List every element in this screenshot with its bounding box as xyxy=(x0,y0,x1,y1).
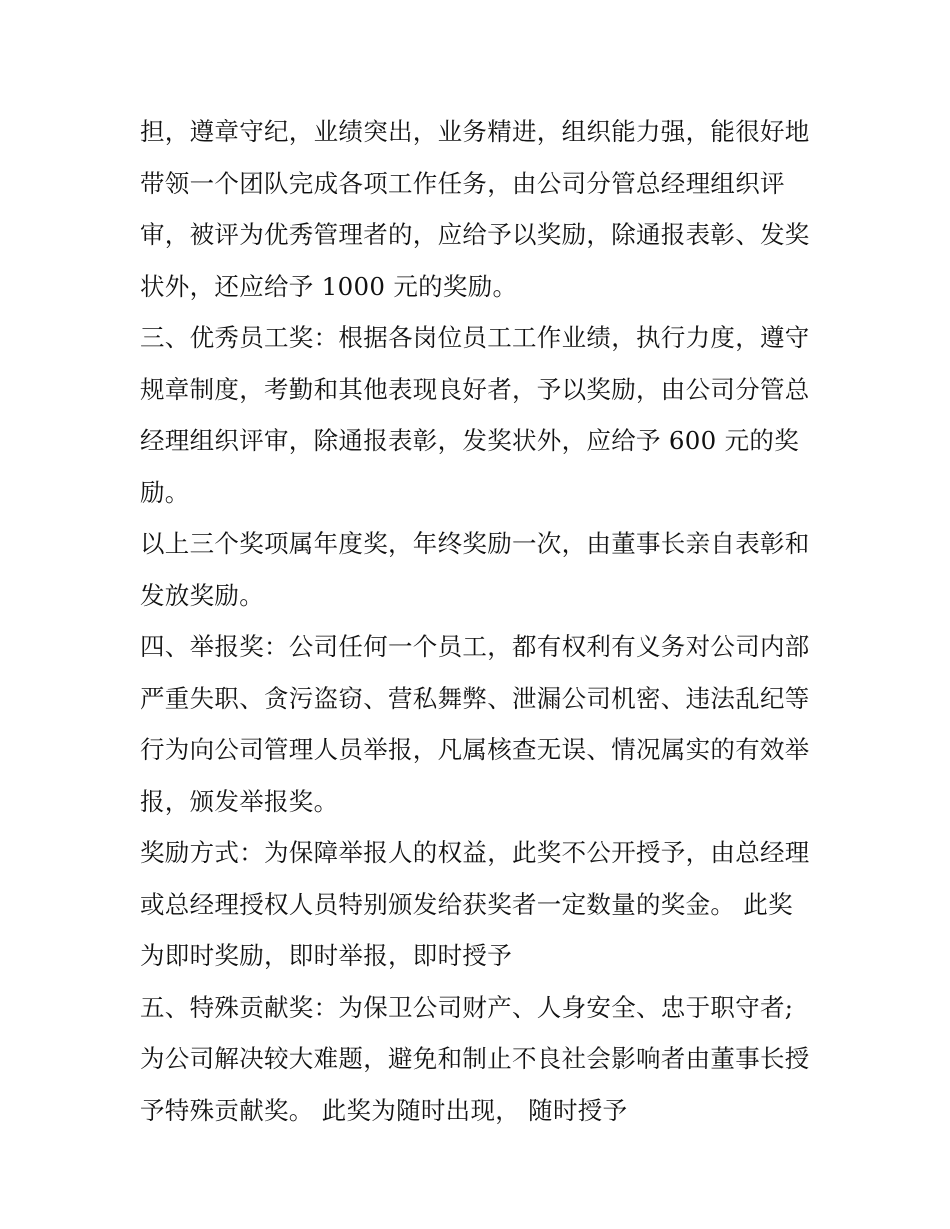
text-line: 严重失职、贪污盗窃、营私舞弊、泄漏公司机密、违法乱纪等 xyxy=(140,683,810,713)
text-line: 五、特殊贡献奖：为保卫公司财产、人身安全、忠于职守者; xyxy=(140,992,794,1022)
text-line: 为公司解决较大难题，避免和制止不良社会影响者由董事长授 xyxy=(140,1044,810,1073)
text-line: 经理组织评审，除通报表彰，发奖状外，应给予 600 元的奖 xyxy=(140,426,800,455)
text-line: 状外，还应给予 1000 元的奖励。 xyxy=(140,271,518,301)
text-line: 审，被评为优秀管理者的，应给予以奖励，除通报表彰、发奖 xyxy=(140,220,810,249)
text-line: 励。 xyxy=(140,477,190,507)
text-line: 予特殊贡献奖。 此奖为随时出现， 随时授予 xyxy=(140,1095,628,1125)
text-line: 发放奖励。 xyxy=(140,580,264,610)
text-line: 奖励方式：为保障举报人的权益，此奖不公开授予，由总经理 xyxy=(140,838,810,867)
text-line: 担，遵章守纪，业绩突出，业务精进，组织能力强，能很好地 xyxy=(140,117,810,146)
text-line: 规章制度，考勤和其他表现良好者，予以奖励，由公司分管总 xyxy=(140,374,810,404)
text-line: 带领一个团队完成各项工作任务，由公司分管总经理组织评 xyxy=(140,168,785,198)
text-line: 三、优秀员工奖：根据各岗位员工工作业绩，执行力度，遵守 xyxy=(140,323,810,352)
text-line: 或总经理授权人员特别颁发给获奖者一定数量的奖金。 此奖 xyxy=(140,889,793,919)
text-line: 为即时奖励，即时举报，即时授予 xyxy=(140,941,512,970)
text-line: 以上三个奖项属年度奖，年终奖励一次，由董事长亲自表彰和 xyxy=(140,529,810,558)
text-line: 行为向公司管理人员举报，凡属核查无误、情况属实的有效举 xyxy=(140,735,810,764)
text-line: 四、举报奖：公司任何一个员工，都有权利有义务对公司内部 xyxy=(140,632,810,661)
text-line: 报，颁发举报奖。 xyxy=(140,786,339,816)
document-body xyxy=(140,106,820,1136)
